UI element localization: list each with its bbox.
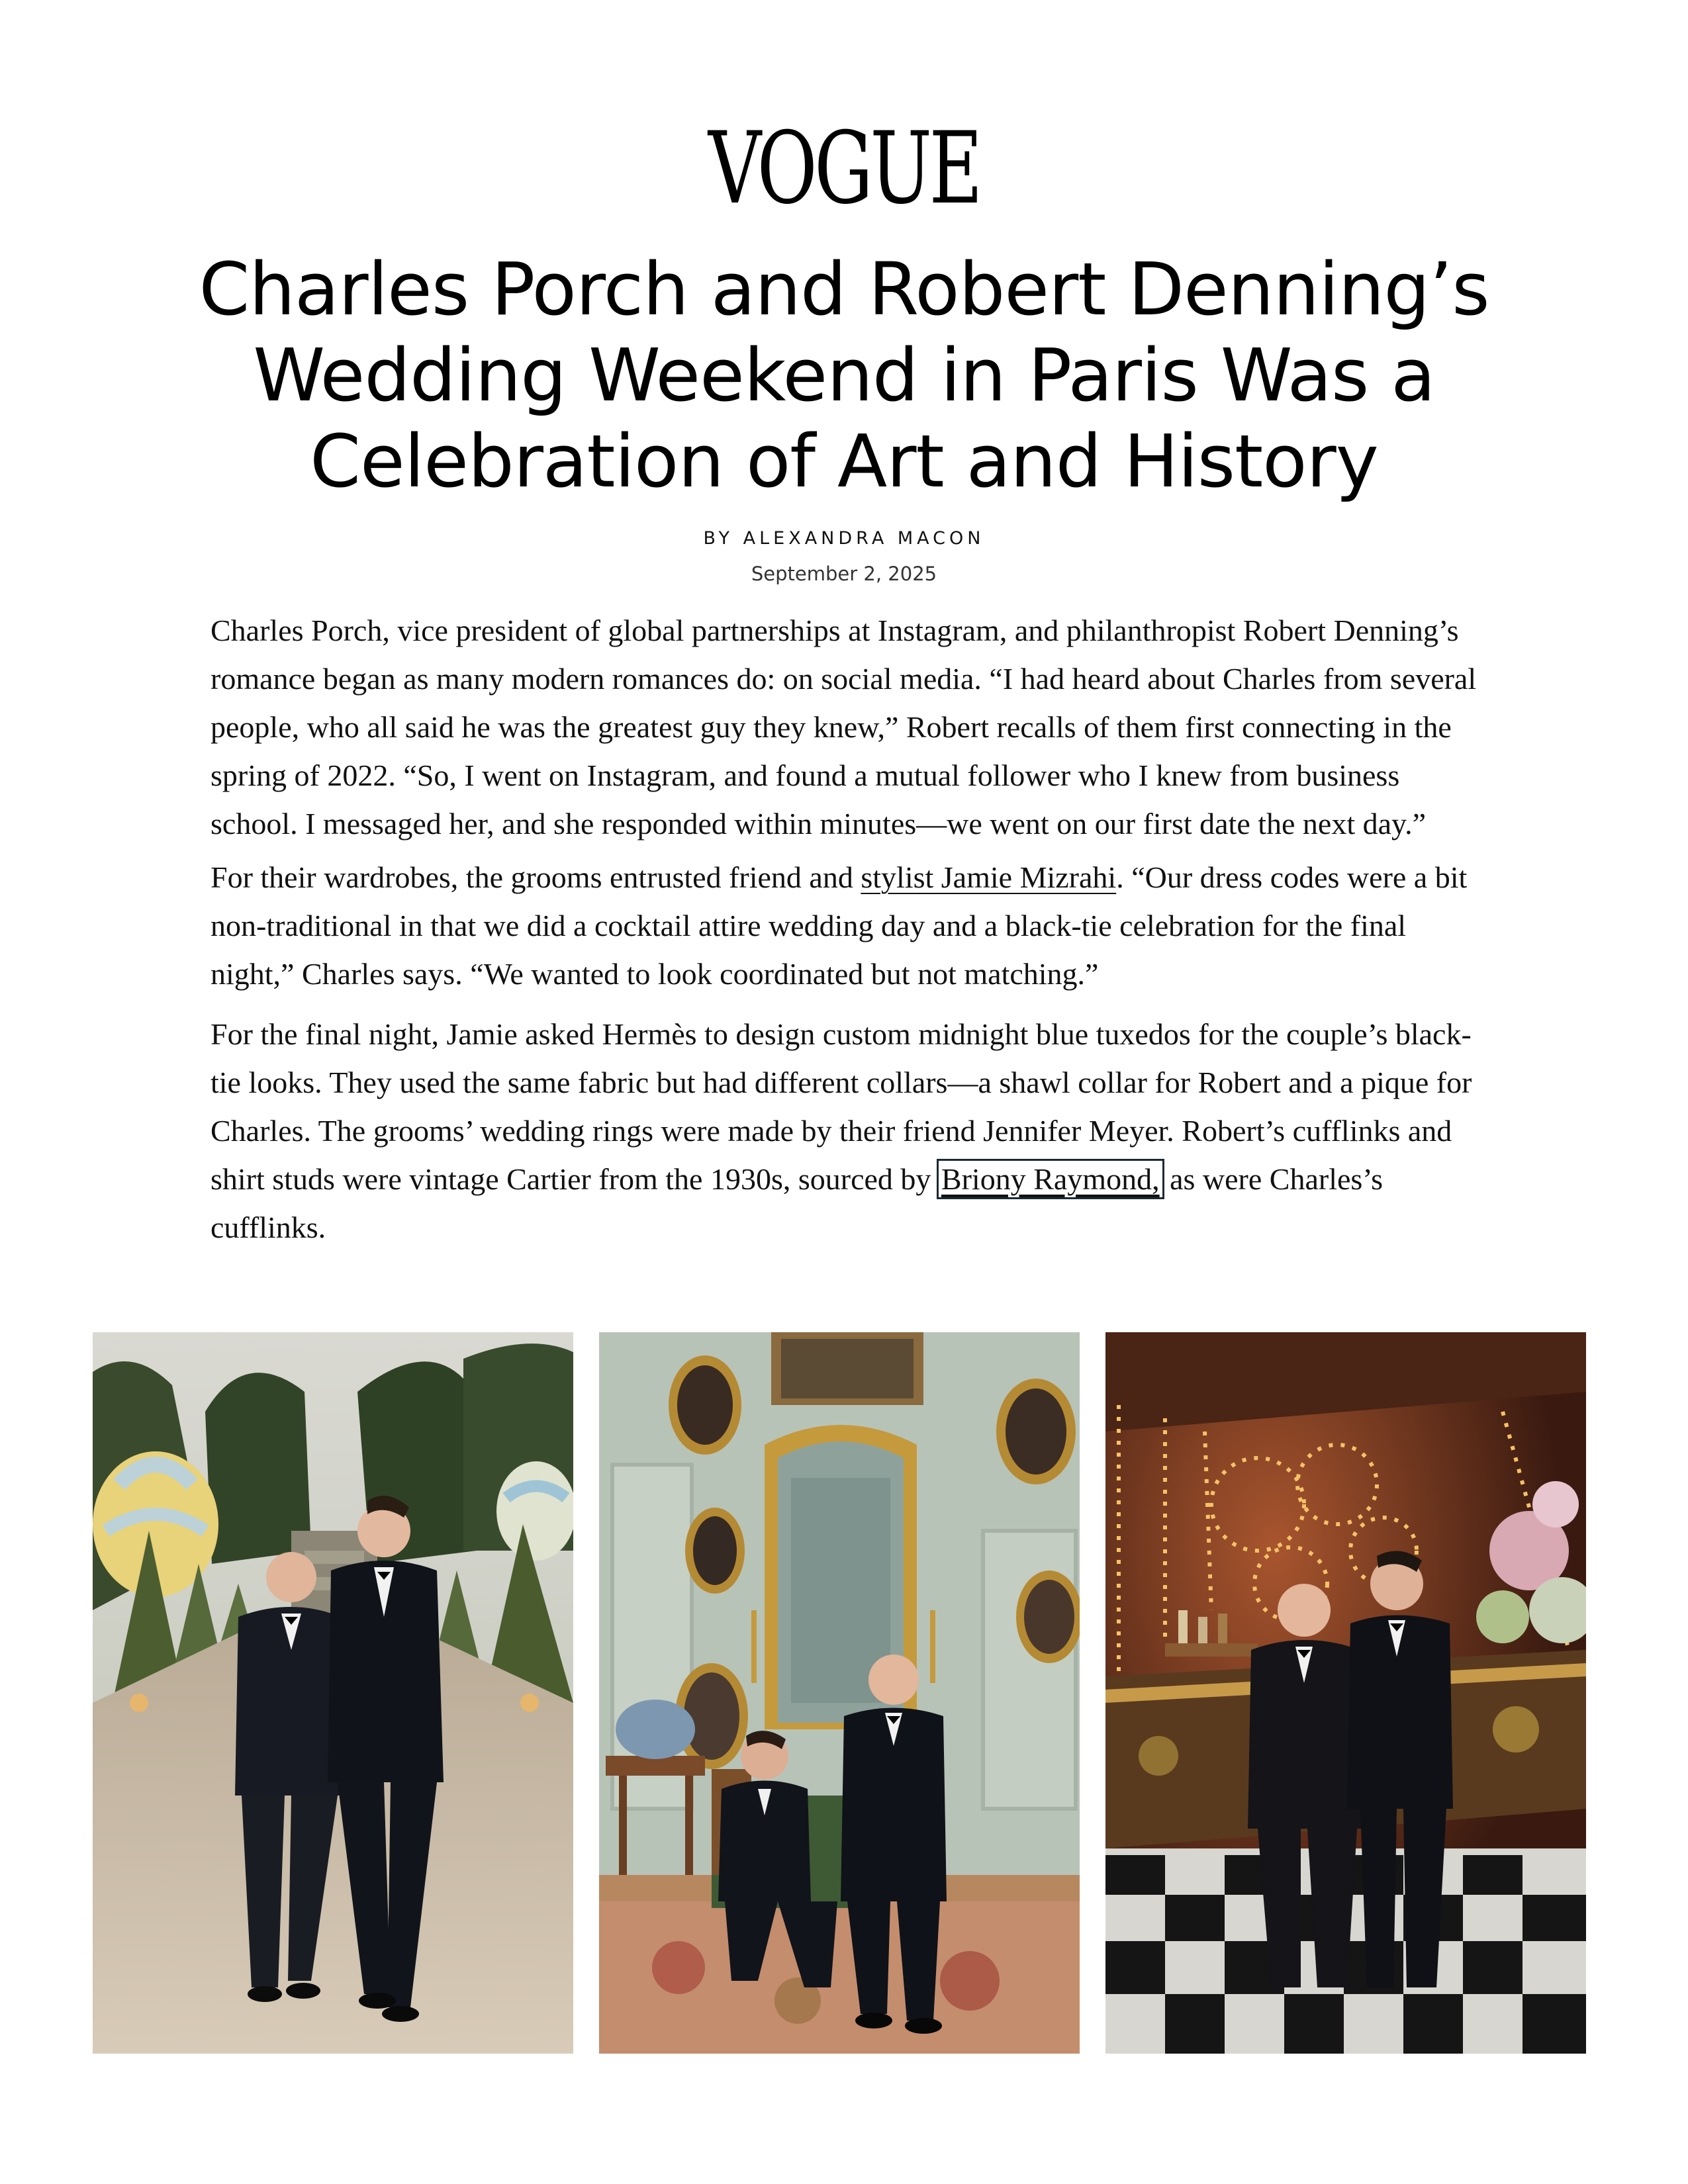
article-date: September 2, 2025 <box>751 563 937 585</box>
article-byline: BY ALEXANDRA MACON <box>703 528 985 549</box>
article-body <box>211 606 1481 1257</box>
paragraph-3-text-end: as were Charles’s cufflinks. <box>211 1162 1383 1244</box>
paragraph-2-text-start: For their wardrobes, the grooms entrusted friend and <box>211 860 861 894</box>
couple-walking-garden-photo[interactable] <box>93 1332 573 2054</box>
paragraph-1: Charles Porch, vice president of global partnerships at Instagram, and philanthropist Robert Denning’s romance began as many modern romances do: on social media. “I had heard about Charles from several people, who all said he was the greatest guy they knew,” Robert recalls of them first connecting in the spring of 2022. “So, I went on Instagram, and found a mutual follower who I knew from business school. I messaged her, and she responded within minutes—we went on our first date the next day.” <box>211 614 1477 841</box>
briony-raymond-link[interactable]: Briony Raymond, <box>939 1161 1162 1197</box>
paragraph-2-text-end: . “Our dress codes were a bit non-traditional in that we did a cocktail attire wedding day and a black-tie celebration for the final night,” Charles says. “We wanted to look coordinated but not matching.” <box>211 860 1468 991</box>
stylist-jamie-mizrahi-link[interactable]: stylist Jamie Mizrahi <box>861 860 1117 894</box>
paragraph-2 <box>211 853 1481 998</box>
paragraph-3-text-start: For the final night, Jamie asked Hermès to design custom midnight blue tuxedos for the couple’s black-tie looks. They used the same fabric but had different collars—a shawl collar for Robert and a pique for Charles. The grooms’ wedding rings were made by their friend Jennifer Meyer. Robert’s cufflinks and shirt studs were vintage Cartier from the 1930s, sourced by <box>211 1017 1472 1196</box>
couple-in-salon-photo[interactable] <box>599 1332 1080 2054</box>
vogue-logo[interactable]: VOGUE <box>708 111 980 226</box>
paragraph-3 <box>211 1010 1481 1251</box>
article-headline: Charles Porch and Robert Denning’s Wedding Weekend in Paris Was a Celebration of Art and History <box>199 247 1489 504</box>
couple-at-bar-photo[interactable] <box>1105 1332 1586 2054</box>
